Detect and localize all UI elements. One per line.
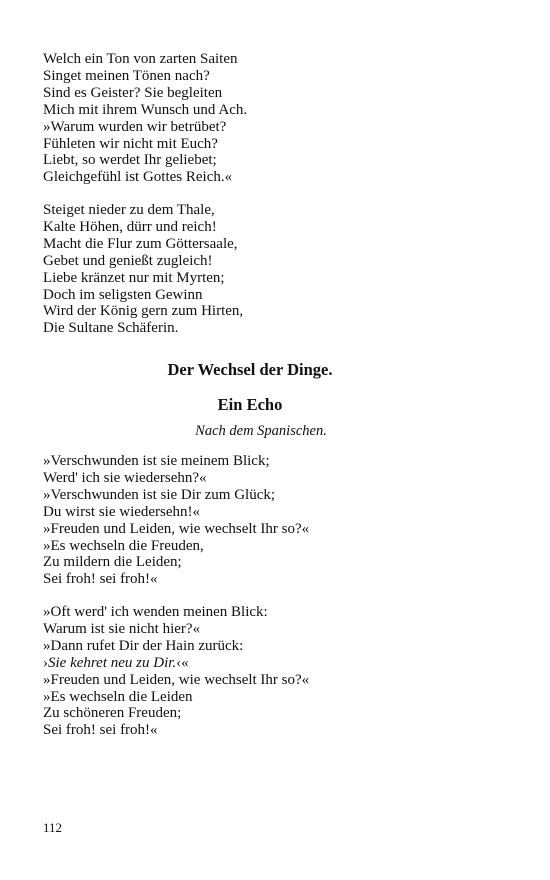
verse-line: »Oft werd' ich wenden meinen Blick:: [43, 604, 268, 620]
poem-title: Der Wechsel der Dinge.: [167, 360, 333, 379]
verse-line: Du wirst sie wiedersehn!«: [43, 503, 201, 520]
poem-subtitle: Ein Echo: [217, 395, 283, 414]
italic-phrase: Sie kehret neu zu Dir.: [48, 654, 177, 671]
poem-stanza-2: [43, 202, 513, 337]
verse-line: Gleichgefühl ist Gottes Reich.«: [43, 169, 233, 186]
page-number: 112: [43, 820, 63, 835]
echo-stanza-2: [43, 604, 513, 739]
verse-line: Sind es Geister? Sie begleiten: [43, 84, 223, 101]
verse-line: Mich mit ihrem Wunsch und Ach.: [43, 101, 248, 118]
verse-line: »Freuden und Leiden, wie wechselt Ihr so?«: [43, 671, 310, 688]
verse-line: Steiget nieder zu dem Thale,: [43, 202, 215, 218]
verse-line: Kalte Höhen, dürr und reich!: [43, 218, 217, 235]
verse-line: »Verschwunden ist sie Dir zum Glück;: [43, 486, 276, 503]
verse-line: Die Sultane Schäferin.: [43, 320, 179, 337]
verse-line: »Freuden und Leiden, wie wechselt Ihr so?«: [43, 520, 310, 537]
verse-line: Zu mildern die Leiden;: [43, 554, 182, 571]
verse-line: Warum ist sie nicht hier?«: [43, 620, 201, 637]
verse-line-italic: [43, 655, 513, 672]
verse-line: Liebe kränzet nur mit Myrten;: [43, 269, 225, 286]
quote-open: ›: [43, 654, 48, 671]
verse-line: Sei froh! sei froh!«: [43, 571, 158, 588]
poem-stanza-1: [43, 51, 513, 186]
verse-line: Wird der König gern zum Hirten,: [43, 303, 244, 320]
verse-line: Singet meinen Tönen nach?: [43, 67, 210, 84]
verse-line: Welch ein Ton von zarten Saiten: [43, 51, 238, 67]
verse-line: Doch im seligsten Gewinn: [43, 286, 203, 303]
verse-line: Liebt, so werdet Ihr geliebet;: [43, 152, 217, 169]
verse-line: »Es wechseln die Leiden: [43, 688, 193, 705]
verse-line: »Es wechseln die Freuden,: [43, 537, 204, 554]
verse-line: Werd' ich sie wiedersehn?«: [43, 469, 207, 486]
verse-line: Sei froh! sei froh!«: [43, 722, 158, 739]
poem-source-note: Nach dem Spanischen.: [195, 423, 327, 439]
quote-close: ‹«: [176, 654, 189, 671]
verse-line: Zu schöneren Freuden;: [43, 705, 182, 722]
verse-line: »Verschwunden ist sie meinem Blick;: [43, 453, 270, 469]
verse-line: »Dann rufet Dir der Hain zurück:: [43, 637, 244, 654]
verse-line: Fühleten wir nicht mit Euch?: [43, 135, 218, 152]
verse-line: »Warum wurden wir betrübet?: [43, 118, 227, 135]
verse-line: Macht die Flur zum Göttersaale,: [43, 235, 238, 252]
verse-line: Gebet und genießt zugleich!: [43, 252, 213, 269]
echo-stanza-1: [43, 453, 513, 588]
